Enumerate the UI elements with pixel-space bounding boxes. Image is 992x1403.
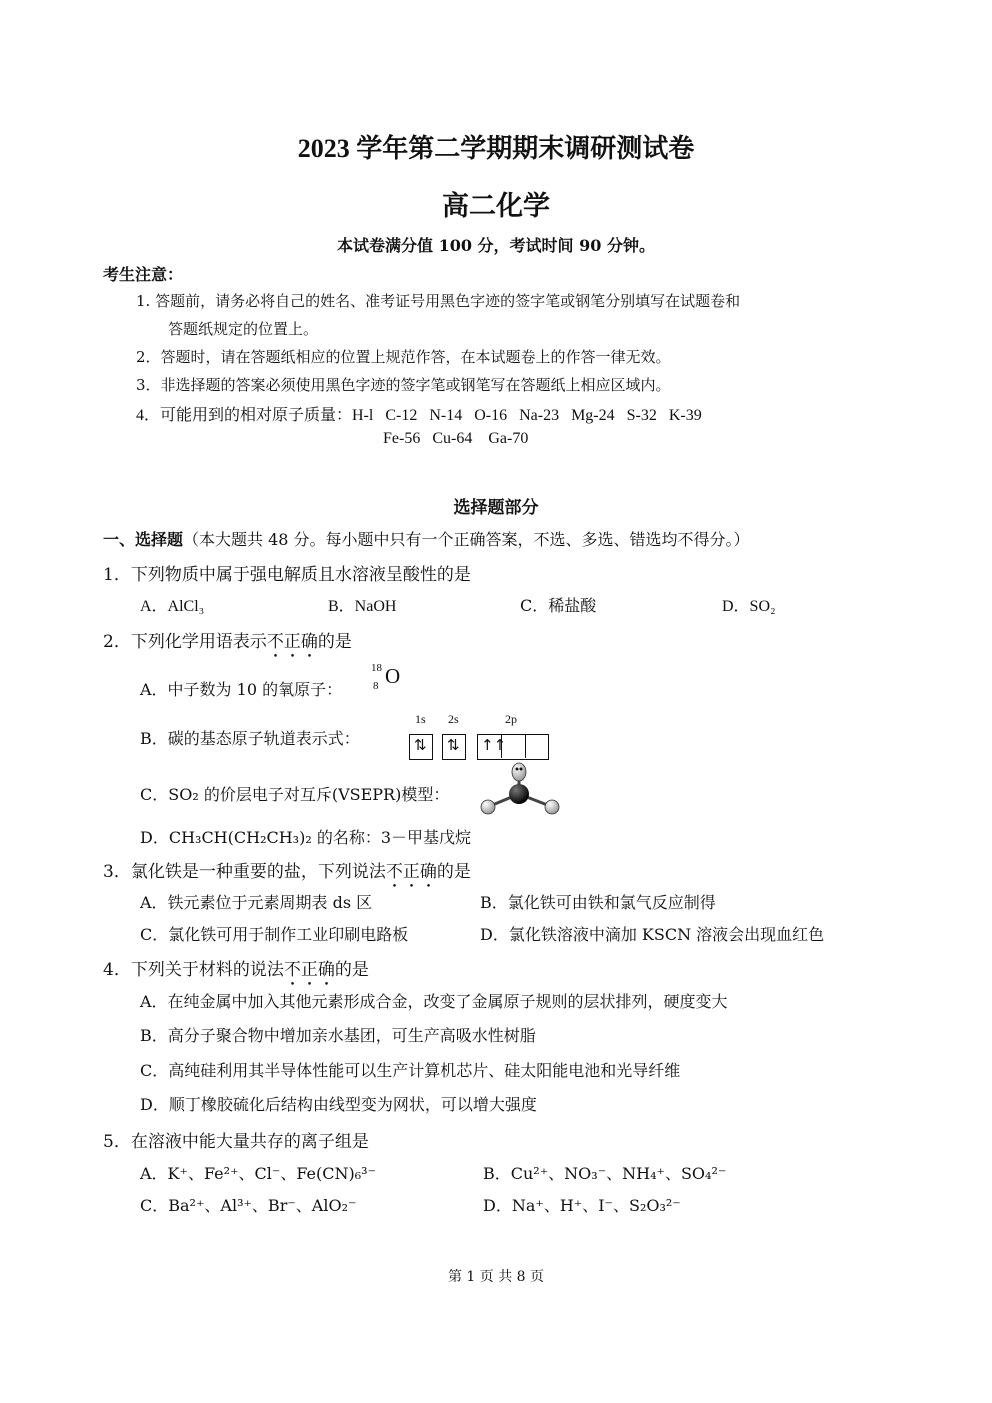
q3-option-c: C．氯化铁可用于制作工业印刷电路板 [140,925,409,944]
q1-option-a: A．AlCl₃ [140,598,205,615]
q1-stem: 1．下列物质中属于强电解质且水溶液呈酸性的是 [103,565,471,585]
isotope-symbol: O [385,664,401,688]
q3-stem-emphasis: 不正确 [385,862,437,882]
q2-stem-post: 的是 [317,632,352,652]
q5-option-d: D．Na⁺、H⁺、I⁻、S₂O₃²⁻ [483,1196,681,1215]
notice-item-1: 1. 答题前，请务必将自己的姓名、准考证号用黑色字迹的签字笔或钢笔分别填写在试题卷和 [136,292,741,310]
isotope-atomic-number: 8 [373,680,379,692]
q2-isotope-notation [371,662,411,702]
q2-stem-emphasis: 不正确 [266,632,318,652]
q3-stem-pre: 3．氯化铁是一种重要的盐，下列说法 [103,862,386,882]
q4-option-d: D．顺丁橡胶硫化后结构由线型变为网状，可以增大强度 [140,1095,537,1114]
notice-item-1-cont: 答题纸规定的位置上。 [168,320,319,338]
exam-info: 本试卷满分值 100 分，考试时间 90 分钟。 [337,236,655,255]
part-label: 一、选择题 [103,530,184,549]
q2-option-b: B．碳的基态原子轨道表示式： [140,729,360,748]
q2-stem [103,627,352,662]
orbital-box-2p: ↑↑ [477,734,552,759]
notice-item-4: 4．可能用到的相对原子质量：H-l C-12 N-14 O-16 Na-23 Mg-24 S-32 K-39 [136,407,702,424]
q4-stem-emphasis: 不正确 [283,960,335,980]
part-description: （本大题共 48 分。每小题中只有一个正确答案，不选、多选、错选均不得分。） [183,530,750,549]
q3-option-b: B．氯化铁可由铁和氯气反应制得 [480,893,716,912]
q5-stem: 5．在溶液中能大量共存的离子组是 [103,1132,369,1152]
vsepr-model-image [478,762,562,818]
q5-option-a: A．K⁺、Fe²⁺、Cl⁻、Fe(CN)₆³⁻ [140,1164,377,1183]
orbital-box-2s: ⇅ [442,734,467,759]
q4-option-a: A．在纯金属中加入其他元素形成合金，改变了金属原子规则的层状排列，硬度变大 [140,992,728,1011]
notice-heading: 考生注意： [103,265,184,284]
notice-item-2: 2．答题时，请在答题纸相应的位置上规范作答，在本试题卷上的作答一律无效。 [136,348,671,366]
orbital-label-1s: 1s [415,712,426,726]
subject-title: 高二化学 [442,191,550,221]
q5-option-b: B．Cu²⁺、NO₃⁻、NH₄⁺、SO₄²⁻ [483,1164,727,1183]
q1-option-c: C．稀盐酸 [520,596,597,615]
q2-option-c: C．SO₂ 的价层电子对互斥(VSEPR)模型： [140,785,450,804]
q3-stem [103,857,471,892]
q2-stem-pre: 2．下列化学用语表示 [103,632,267,652]
q2-option-d: D．CH₃CH(CH₂CH₃)₂ 的名称：3－甲基戊烷 [140,828,472,847]
q1-option-b: B．NaOH [328,598,397,615]
isotope-mass-number: 18 [371,662,382,674]
q2-option-a: A．中子数为 10 的氧原子： [140,680,343,699]
part-heading [103,527,750,550]
q4-option-b: B．高分子聚合物中增加亲水基团，可生产高吸水性树脂 [140,1026,536,1045]
orbital-box-1s: ⇅ [409,734,434,759]
q4-stem [103,955,369,990]
q5-option-c: C．Ba²⁺、Al³⁺、Br⁻、AlO₂⁻ [140,1196,357,1215]
page-number: 第 1 页 共 8 页 [447,1269,545,1285]
q4-stem-pre: 4．下列关于材料的说法 [103,960,284,980]
orbital-label-2p: 2p [505,712,517,726]
notice-item-3: 3．非选择题的答案必须使用黑色字迹的签字笔或钢笔写在答题纸上相应区域内。 [136,376,671,394]
notice-item-4-cont: Fe-56 Cu-64 Ga-70 [383,430,529,447]
q4-stem-post: 的是 [334,960,369,980]
exam-title: 2023 学年第二学期期末调研测试卷 [297,134,695,163]
q3-option-d: D．氯化铁溶液中滴加 KSCN 溶液会出现血红色 [480,925,825,944]
q4-option-c: C．高纯硅利用其半导体性能可以生产计算机芯片、硅太阳能电池和光导纤维 [140,1061,681,1080]
orbital-label-2s: 2s [448,712,459,726]
q3-option-a: A．铁元素位于元素周期表 ds 区 [140,893,373,912]
q3-stem-post: 的是 [436,862,471,882]
q1-option-d: D．SO₂ [722,598,776,615]
orbital-diagram [405,712,555,762]
section-heading: 选择题部分 [453,498,539,518]
